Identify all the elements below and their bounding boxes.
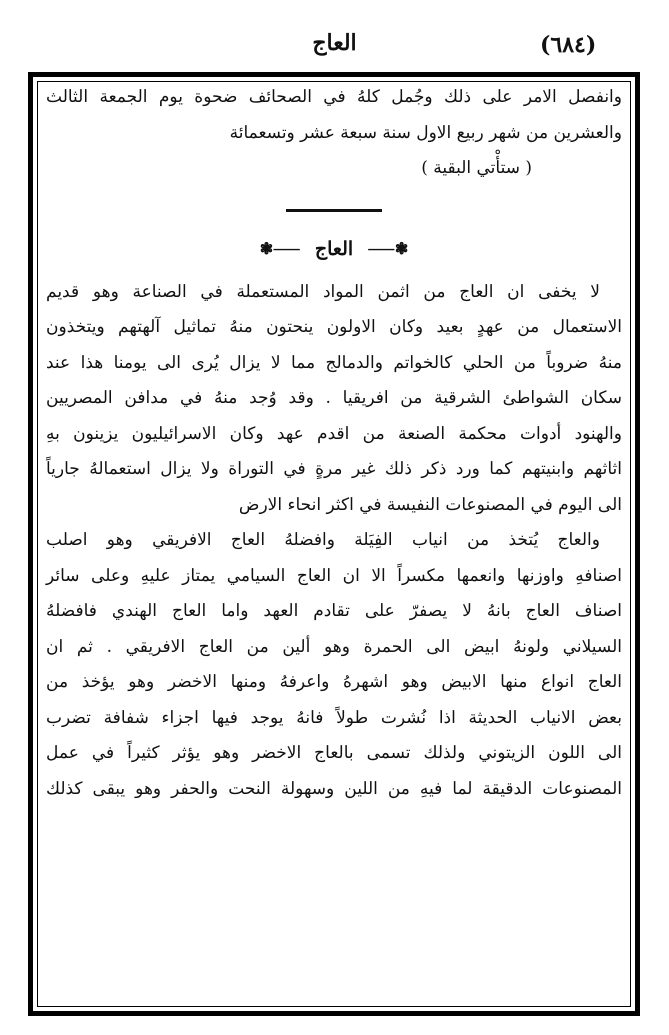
divider-rule bbox=[286, 209, 382, 212]
text-line: والعاج يُتخذ من انياب الفِيَلة وافضلهُ العاج الافريقي وهو اصلب bbox=[46, 530, 600, 550]
text-line: العاج انواع منها الابيض وهو اشهرهُ واعرفهُ ومنها الاخضر وهو يؤخذ من bbox=[46, 672, 622, 692]
text-line: السيلاني ولونهُ ابيض الى الحمرة وهو ألين من العاج الافريقي . ثم ان bbox=[46, 636, 622, 657]
text-line: الى اليوم في المصنوعات النفيسة في اكثر انحاء الارض bbox=[238, 494, 622, 515]
text-line: والهنود أدوات محكمة الصنعة من اقدم عهد وكان الاسرائيليون يزينون بهِ bbox=[46, 423, 622, 444]
text-line: لا يخفى ان العاج من اثمن المواد المستعملة في الصناعة وهو قديم bbox=[46, 281, 600, 302]
text-line: اثاثهم وابنيتهم كما ورد ذكر ذلك غير مرةٍ في التوراة ولا يزال استعمالهُ جارياً bbox=[46, 459, 622, 479]
text-line: والعشرين من شهر ربيع الاول سنة سبعة عشر وتسعمائة bbox=[229, 122, 622, 143]
ornament-left-icon: ⸺❃ bbox=[259, 238, 301, 258]
text-line: اصناف العاج بانهُ لا يصفرّ على تقادم العهد واما العاج الهندي فافضلهُ bbox=[46, 601, 622, 621]
paragraph-2 bbox=[46, 523, 622, 807]
page-header bbox=[0, 28, 669, 68]
paragraph-1 bbox=[46, 275, 622, 524]
text-line: منهُ ضروباً من الحلي كالخواتم والدمالج مما لا يزال يُرى الى يومنا هذا عند bbox=[46, 352, 622, 373]
page-number: (٦٨٤) bbox=[540, 32, 597, 58]
text-line: وانفصل الامر على ذلك وجُمل كلهُ في الصحائف ضحوة يوم الجمعة الثالث bbox=[46, 87, 622, 107]
text-line: الاستعمال من عهدٍ بعيد وكان الاولون ينحتون منهُ تماثيل آلهتهم ويتخذون bbox=[46, 317, 622, 337]
section-title: العاج bbox=[314, 237, 354, 260]
continuation-note: ( ستأْتي البقية ) bbox=[421, 158, 532, 178]
page-body bbox=[46, 80, 622, 807]
text-line: بعض الانياب الحديثة اذا نُشرت طولاً فانهُ يوجد فيها اجزاء شفافة تضرب bbox=[46, 707, 622, 728]
text-line: سكان الشواطئ الشرقية من افريقيا . وقد وُجد منهُ في مدافن المصريين bbox=[46, 388, 622, 408]
text-line: الى اللون الزيتوني ولذلك تسمى بالعاج الاخضر وهو يؤثر كثيراً في عمل bbox=[46, 743, 622, 763]
text-line: اصنافهِ واوزنها وانعمها مكسراً الا ان العاج السيامي يمتاز عليهِ وعلى سائر bbox=[46, 565, 622, 586]
section-divider bbox=[46, 187, 622, 231]
section-heading bbox=[46, 231, 622, 269]
ornament-right-icon: ❃⸺ bbox=[367, 238, 409, 258]
page-title: العاج bbox=[312, 30, 357, 56]
text-line: المصنوعات الدقيقة لما فيهِ من اللين وسهولة النحت والحفر وهو يبقى كذلك bbox=[46, 778, 622, 799]
previous-article-ending bbox=[46, 80, 622, 187]
